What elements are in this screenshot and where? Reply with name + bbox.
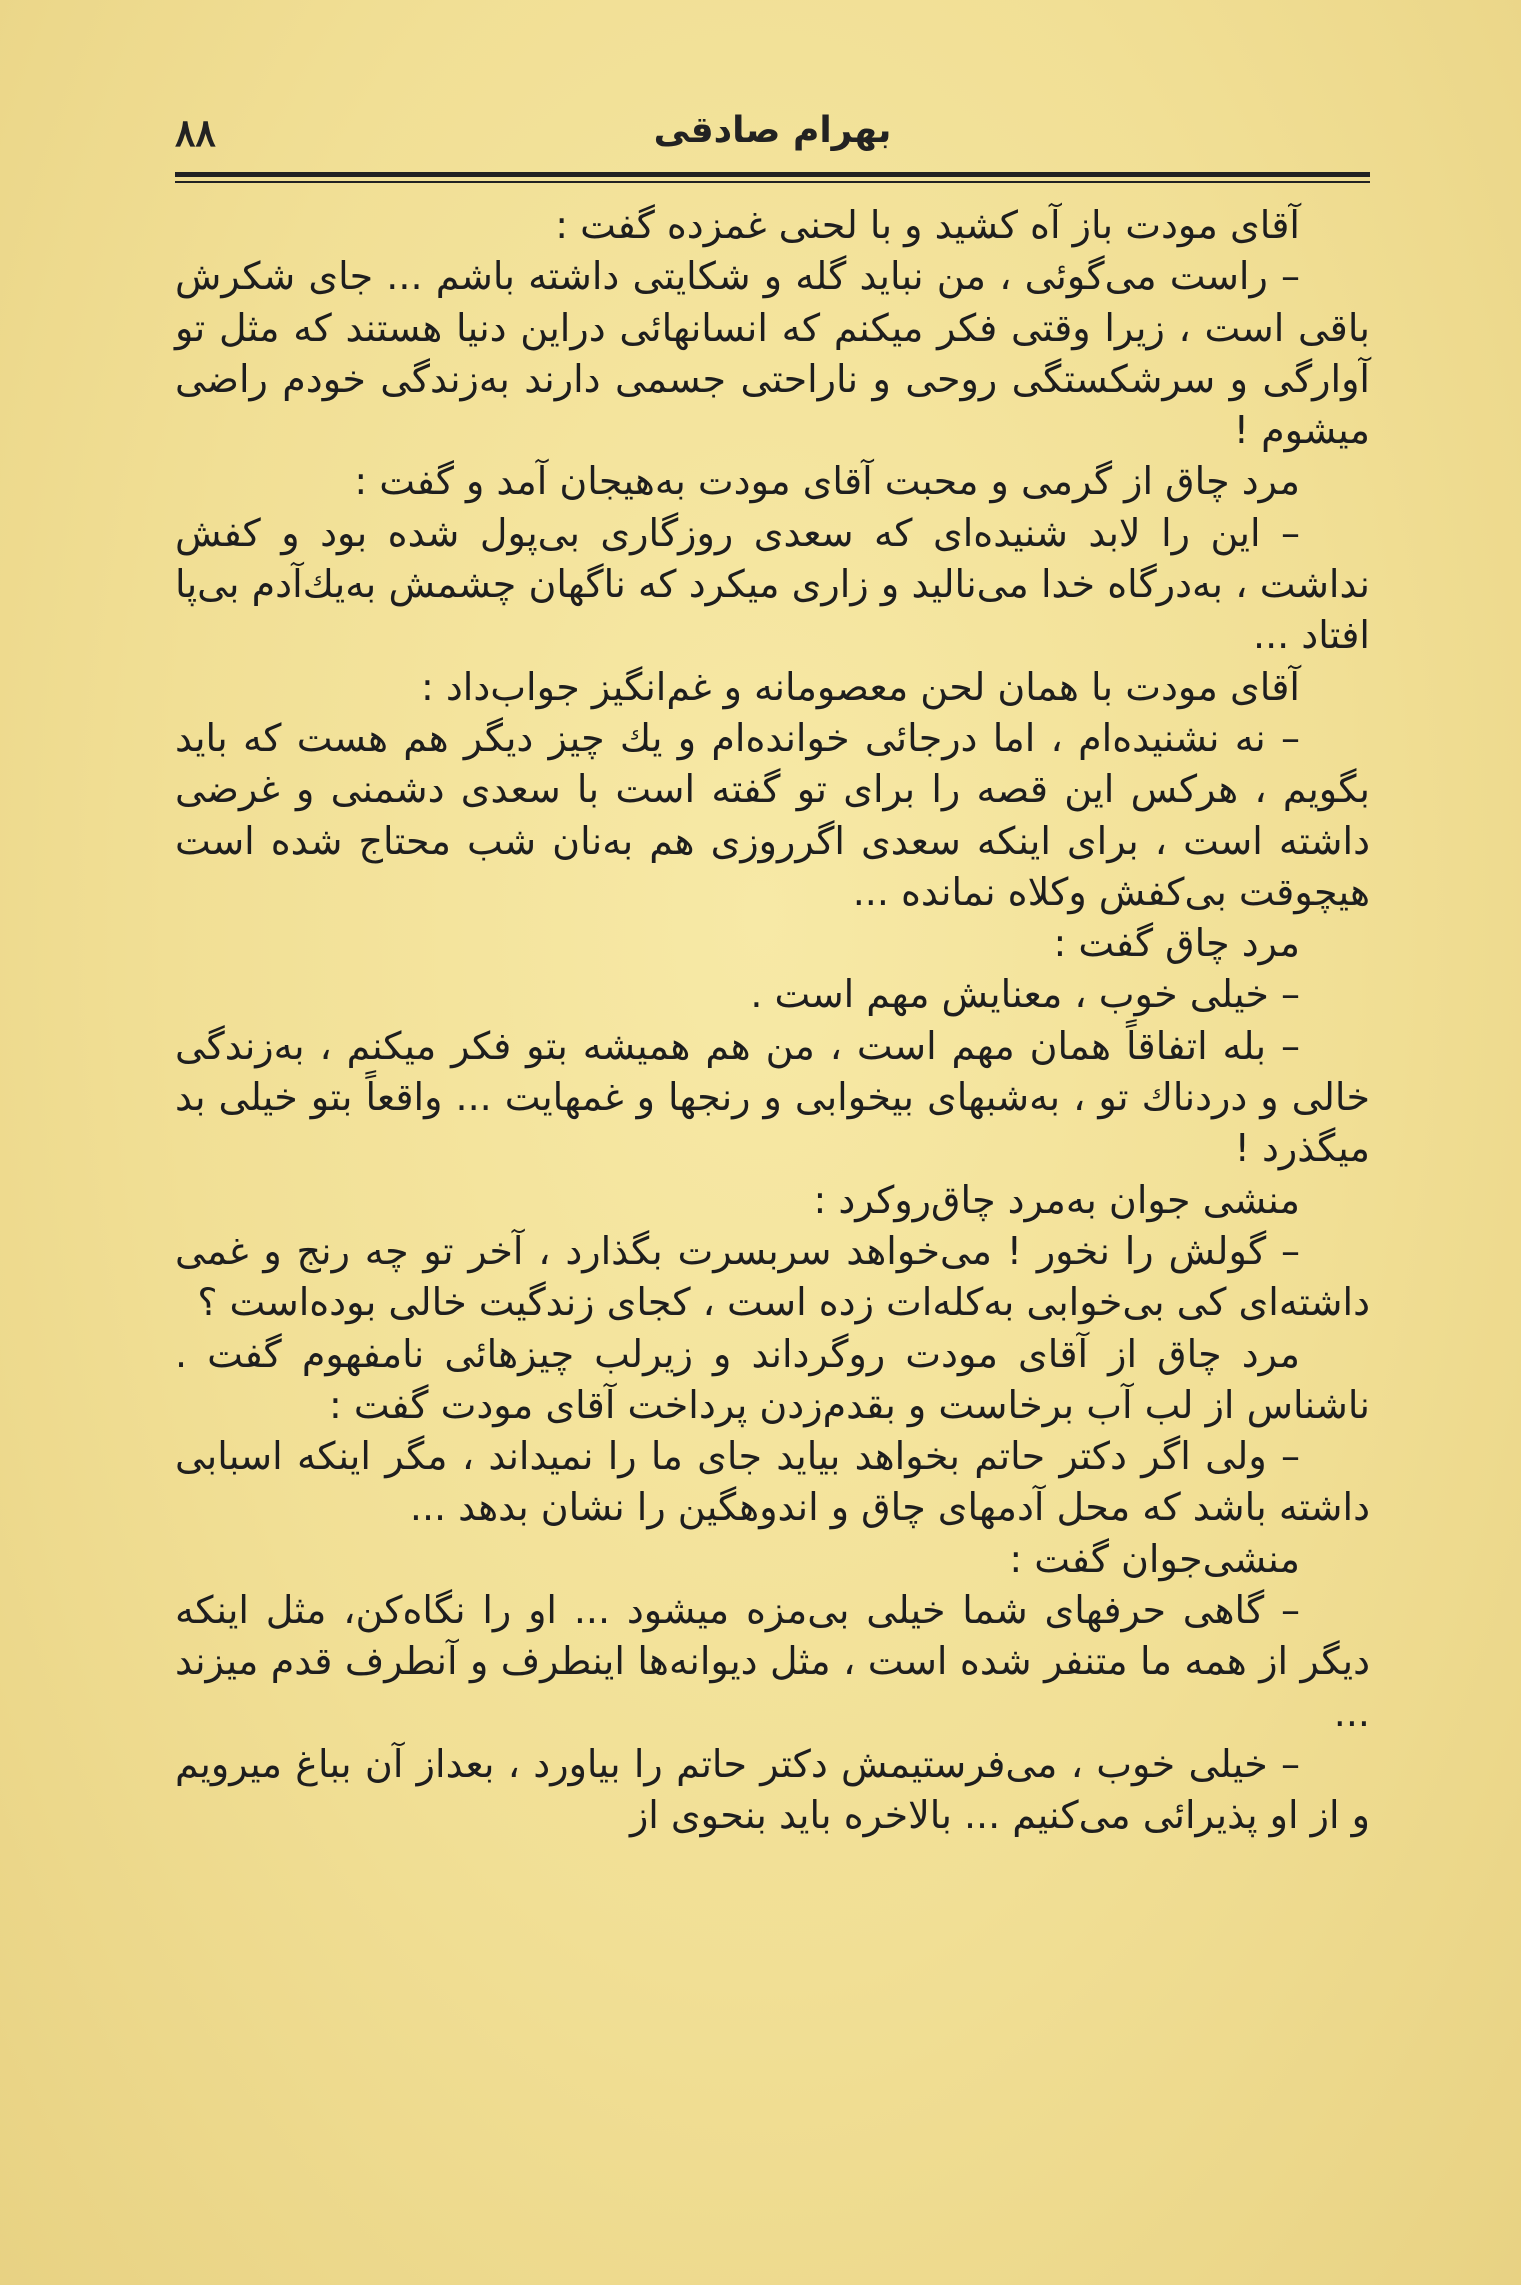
paragraph: – گولش را نخور ! می‌خواهد سربسرت بگذارد ، آخر تو چه رنج و غمی داشته‌ای کی بی‌خوابی به‌کله‌ات زده است ، کجای زندگیت خالی بوده‌است ؟ <box>175 1228 1370 1325</box>
paragraph: منشی‌جوان گفت : <box>1009 1536 1300 1581</box>
paragraph: – راست می‌گوئی ، من نباید گله و شکایتی داشته باشم ... جای شکرش باقی است ، زیرا وقتی فکر میکنم که انسانهائی دراین دنیا هستند که مثل تو آوارگی و سرشکستگی روحی و ناراحتی جسمی دارند به‌زندگی خودم راضی میشوم ! <box>175 254 1370 453</box>
paragraph: مرد چاق از آقای مودت روگرداند و زیرلب چیزهائی نامفهوم گفت . ناشناس از لب آب برخاست و بقدم‌زدن پرداخت آقای مودت گفت : <box>175 1331 1370 1427</box>
paragraph: – خیلی خوب ، معنایش مهم است . <box>750 972 1300 1017</box>
paragraph: – ولی اگر دکتر حاتم بخواهد بیاید جای ما را نمیداند ، مگر اینکه اسبابی داشته باشد که محل آدمهای چاق و اندوهگین را نشان بدهد ... <box>175 1434 1370 1530</box>
header-rule-thin <box>175 181 1370 183</box>
paragraph: – بله اتفاقاً همان مهم است ، من هم همیشه بتو فکر میکنم ، به‌زندگی خالی و دردناك تو ، به‌شبهای بیخوابی و رنجها و غمهایت ... واقعاً بتو خیلی بد میگذرد ! <box>175 1023 1370 1171</box>
paragraph: مرد چاق گفت : <box>1053 921 1300 966</box>
paragraph: مرد چاق از گرمی و محبت آقای مودت به‌هیجان آمد و گفت : <box>354 459 1300 504</box>
paragraph: آقای مودت با همان لحن معصومانه و غم‌انگیز جواب‌داد : <box>421 664 1300 709</box>
paragraph: – خیلی خوب ، می‌فرستیمش دکتر حاتم را بیاورد ، بعداز آن بباغ میرویم و از او پذیرائی می‌کنیم ... بالاخره باید بنحوی از <box>175 1741 1370 1838</box>
paragraph: – گاهی حرفهای شما خیلی بی‌مزه میشود ... او را نگاه‌کن، مثل اینکه دیگر از همه ما متنفر شده است ، مثل دیوانه‌ها اینطرف و آنطرف قدم میزند ... <box>175 1588 1370 1735</box>
page-number: ۸۸ <box>175 110 216 155</box>
paragraph: – نه نشنیده‌ام ، اما درجائی خوانده‌ام و یك چیز دیگر هم هست که باید بگویم ، هرکس این قصه را برای تو گفته است با سعدی دشمنی و غرضی داشته است ، برای اینکه سعدی اگرروزی هم به‌نان شب محتاج شده است هیچوقت بی‌کفش وکلاه نمانده ... <box>175 715 1370 914</box>
running-title: بهرام صادقی <box>653 110 892 151</box>
header-rule-thick <box>175 172 1370 177</box>
paragraph: منشی جوان به‌مرد چاق‌روکرد : <box>813 1177 1300 1222</box>
paragraph: – این را لابد شنیده‌ای که سعدی روزگاری بی‌پول شده بود و کفش نداشت ، به‌درگاه خدا می‌نالید و زاری میکرد که ناگهان چشمش به‌یك‌آدم بی‌پا افتاد ... <box>175 510 1370 658</box>
page-header <box>175 110 1370 170</box>
paragraph: آقای مودت باز آه کشید و با لحنی غمزده گفت : <box>555 203 1300 247</box>
body-text <box>175 200 1370 1842</box>
